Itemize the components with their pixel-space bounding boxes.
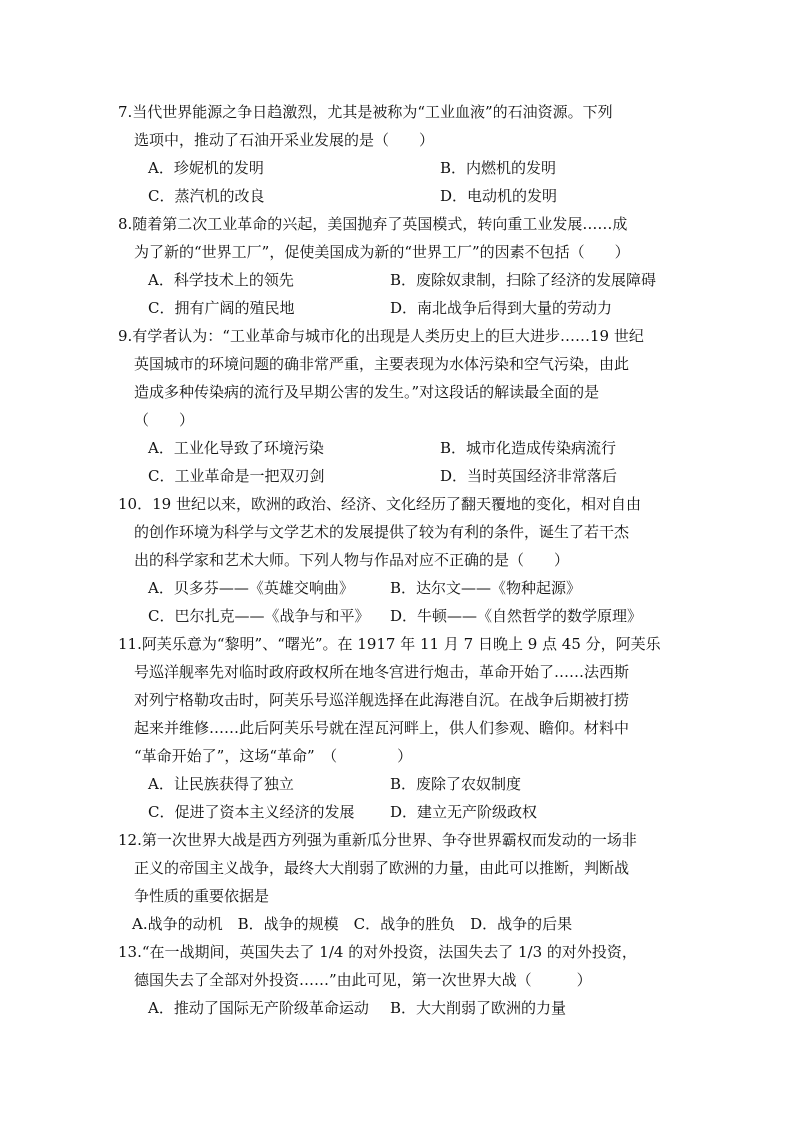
option-d[interactable]: D．电动机的发明	[440, 187, 558, 205]
question-stem-line: 的创作环境为科学与文学艺术的发展提供了较为有利的条件，诞生了若干杰	[134, 523, 630, 541]
option-row	[118, 434, 678, 462]
option-row	[118, 294, 678, 322]
question-stem-line: 争性质的重要依据是	[134, 887, 270, 905]
option-b[interactable]: B．废除奴隶制，扫除了经济的发展障碍	[390, 271, 657, 289]
option-row	[118, 574, 678, 602]
question-stem-line: （ ）	[134, 411, 195, 429]
option-row-inline[interactable]: A.战争的动机 B．战争的规模 C．战争的胜负 D．战争的后果	[132, 915, 573, 933]
option-a[interactable]: A．科学技术上的领先	[148, 271, 294, 289]
option-row	[118, 994, 678, 1022]
question-stem-line: 造成多种传染病的流行及早期公害的发生。”对这段话的解读最全面的是	[134, 383, 600, 401]
question-7	[118, 98, 678, 210]
question-10	[118, 490, 678, 630]
question-13	[118, 938, 678, 1022]
question-stem-line: 选项中，推动了石油开采业发展的是（ ）	[134, 131, 435, 149]
option-row	[118, 182, 678, 210]
option-row	[118, 266, 678, 294]
question-stem-line: 号巡洋舰率先对临时政府政权所在地冬宫进行炮击，革命开始了……法西斯	[134, 663, 630, 681]
question-stem-line: 正义的帝国主义战争，最终大大削弱了欧洲的力量，由此可以推断，判断战	[134, 859, 630, 877]
option-d[interactable]: D．牛顿——《自然哲学的数学原理》	[390, 607, 643, 625]
option-c[interactable]: C．巴尔扎克——《战争与和平》	[148, 607, 370, 625]
option-b[interactable]: B．内燃机的发明	[440, 159, 557, 177]
option-row	[118, 770, 678, 798]
option-a[interactable]: A．工业化导致了环境污染	[148, 439, 324, 457]
question-stem-line: 德国失去了全部对外投资……”由此可见，第一次世界大战（ ）	[134, 971, 592, 989]
question-stem-line: 为了新的“世界工厂”，促使美国成为新的“世界工厂”的因素不包括（ ）	[134, 243, 630, 261]
option-b[interactable]: B．废除了农奴制度	[390, 775, 522, 793]
question-8	[118, 210, 678, 322]
option-b[interactable]: B．城市化造成传染病流行	[440, 439, 617, 457]
question-9	[118, 322, 678, 490]
option-row	[118, 154, 678, 182]
option-row	[118, 602, 678, 630]
question-stem-line: 7.当代世界能源之争日趋激烈，尤其是被称为“工业血液”的石油资源。下列	[118, 103, 613, 121]
option-c[interactable]: C．工业革命是一把双刃剑	[148, 467, 325, 485]
option-c[interactable]: C．拥有广阔的殖民地	[148, 299, 295, 317]
question-stem-line: 12.第一次世界大战是西方列强为重新瓜分世界、争夺世界霸权而发动的一场非	[118, 831, 637, 849]
question-11	[118, 630, 678, 826]
option-a[interactable]: A．推动了国际无产阶级革命运动	[148, 999, 369, 1017]
option-b[interactable]: B．达尔文——《物种起源》	[390, 579, 582, 597]
option-d[interactable]: D．建立无产阶级政权	[390, 803, 538, 821]
option-row	[118, 462, 678, 490]
question-stem-line: 8.随着第二次工业革命的兴起，美国抛弃了英国模式，转向重工业发展……成	[118, 215, 628, 233]
question-12	[118, 826, 678, 938]
option-c[interactable]: C．促进了资本主义经济的发展	[148, 803, 355, 821]
question-stem-line: 起来并维修……此后阿芙乐号就在涅瓦河畔上，供人们参观、瞻仰。材料中	[134, 719, 630, 737]
option-b[interactable]: B．大大削弱了欧洲的力量	[390, 999, 567, 1017]
question-stem-line: 13.“在一战期间，英国失去了 1/4 的对外投资，法国失去了 1/3 的对外投资，	[118, 943, 637, 961]
option-a[interactable]: A．让民族获得了独立	[148, 775, 294, 793]
question-stem-line: 出的科学家和艺术大师。下列人物与作品对应不正确的是（ ）	[134, 551, 570, 569]
option-c[interactable]: C．蒸汽机的改良	[148, 187, 265, 205]
question-stem-line: 10．19 世纪以来，欧洲的政治、经济、文化经历了翻天覆地的变化，相对自由	[118, 495, 641, 513]
option-d[interactable]: D．当时英国经济非常落后	[440, 467, 618, 485]
question-stem-line: 11.阿芙乐意为“黎明”、“曙光”。在 1917 年 11 月 7 日晚上 9 点 45 分，阿芙乐	[118, 635, 661, 653]
question-stem-line: 英国城市的环境问题的确非常严重，主要表现为水体污染和空气污染，由此	[134, 355, 630, 373]
question-stem-line: 对列宁格勒攻击时，阿芙乐号巡洋舰选择在此海港自沉。在战争后期被打捞	[134, 691, 630, 709]
option-row	[118, 798, 678, 826]
question-stem-line: “革命开始了”，这场“革命” （ ）	[134, 747, 413, 765]
option-a[interactable]: A．贝多芬——《英雄交响曲》	[148, 579, 354, 597]
option-d[interactable]: D．南北战争后得到大量的劳动力	[390, 299, 613, 317]
question-stem-line: 9.有学者认为：“工业革命与城市化的出现是人类历史上的巨大进步……19 世纪	[118, 327, 644, 345]
option-a[interactable]: A．珍妮机的发明	[148, 159, 264, 177]
